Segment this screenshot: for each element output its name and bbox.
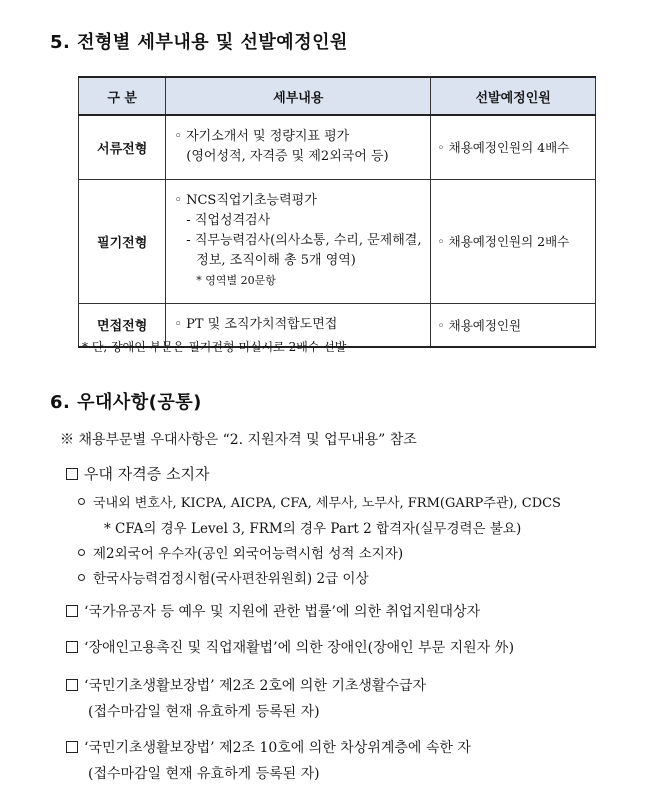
checkbox-square-icon — [66, 605, 78, 617]
cert-item-text: 국내외 변호사, KICPA, AICPA, CFA, 세무사, 노무사, FRM(GARP주관), CDCS — [93, 496, 561, 511]
cert-item-text: 제2외국어 우수자(공인 외국어능력시험 성적 소지자) — [93, 546, 404, 562]
item-text: ‘국민기초생활보장법’ 제2조 2호에 의한 기초생활수급자 — [84, 678, 427, 694]
detail-line: - 직업성격검사 — [186, 213, 271, 228]
header-category: 구 분 — [79, 77, 166, 115]
cert-title-item — [66, 463, 209, 484]
row-name: 면접전형 — [79, 303, 166, 347]
list-item — [78, 542, 403, 562]
detail-line: 정보, 조직이해 총 5개 영역) — [196, 253, 356, 268]
reference-note: ※ 채용부문별 우대사항은 “2. 지원자격 및 업무내용” 참조 — [60, 432, 417, 448]
detail-line: ◦ PT 및 조직가치적합도면접 — [174, 316, 338, 332]
list-item — [66, 637, 514, 657]
detail-line: ◦ NCS직업기초능력평가 — [174, 193, 317, 208]
detail-line: (영어성적, 자격증 및 제2외국어 등) — [186, 149, 389, 165]
cert-note: * CFA의 경우 Level 3, FRM의 경우 Part 2 합격자(실무경력은 불요) — [104, 521, 522, 537]
row-details — [166, 179, 431, 303]
row-name: 서류전형 — [79, 115, 166, 179]
selection-table — [78, 76, 596, 348]
list-item — [66, 737, 471, 757]
item-text: ‘국가유공자 등 예우 및 지원에 관한 법률’에 의한 취업지원대상자 — [84, 604, 481, 620]
table-row — [79, 179, 596, 303]
section-5-heading: 5. 전형별 세부내용 및 선발예정인원 — [50, 32, 348, 53]
row-details — [166, 115, 431, 179]
item-subtext: (접수마감일 현재 유효하게 등록된 자) — [88, 766, 320, 782]
header-quota: 선발예정인원 — [431, 77, 596, 115]
cert-item-text: 한국사능력검정시험(국사편찬위원회) 2급 이상 — [93, 571, 369, 587]
row-quota: ◦ 채용예정인원의 2배수 — [431, 179, 596, 303]
row-quota: ◦ 채용예정인원 — [431, 303, 596, 347]
detail-line: ◦ 자기소개서 및 정량지표 평가 — [174, 129, 350, 145]
checkbox-square-icon — [66, 468, 78, 480]
checkbox-square-icon — [66, 641, 78, 653]
section-6-heading: 6. 우대사항(공통) — [50, 392, 202, 413]
checkbox-square-icon — [66, 679, 78, 691]
table-note: * 단, 장애인 부문은 필기전형 미실시로 2배수 선발 — [82, 340, 347, 354]
row-quota: ◦ 채용예정인원의 4배수 — [431, 115, 596, 179]
table-row — [79, 115, 596, 179]
list-item — [66, 675, 426, 695]
checkbox-square-icon — [66, 741, 78, 753]
list-item — [66, 601, 480, 621]
circle-bullet-icon — [78, 498, 85, 505]
circle-bullet-icon — [78, 574, 85, 581]
table-header-row — [79, 77, 596, 115]
list-item — [78, 567, 368, 587]
cert-title: 우대 자격증 소지자 — [84, 465, 210, 483]
item-text: ‘장애인고용촉진 및 직업재활법’에 의한 장애인(장애인 부문 지원자 外) — [84, 640, 515, 656]
list-item — [78, 492, 561, 511]
item-subtext: (접수마감일 현재 유효하게 등록된 자) — [88, 704, 320, 720]
header-details: 세부내용 — [166, 77, 431, 115]
circle-bullet-icon — [78, 549, 85, 556]
item-text: ‘국민기초생활보장법’ 제2조 10호에 의한 차상위계층에 속한 자 — [84, 740, 471, 756]
detail-line: - 직무능력검사(의사소통, 수리, 문제해결, — [186, 233, 422, 248]
row-name: 필기전형 — [79, 179, 166, 303]
detail-footnote: * 영역별 20문항 — [196, 274, 276, 287]
